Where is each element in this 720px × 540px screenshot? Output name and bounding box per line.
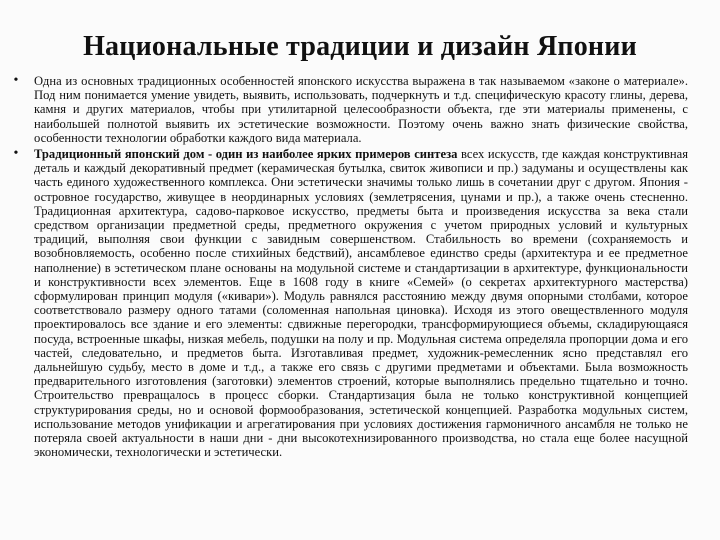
- slide-title: Национальные традиции и дизайн Японии: [83, 31, 637, 62]
- bullet-marker: •: [13, 73, 19, 88]
- bullet-item-material-law: [13, 73, 688, 145]
- bullet-marker: •: [13, 146, 19, 162]
- slide-content: [13, 73, 689, 461]
- bullet-text-japanese-house: всех искусств, где каждая конструктивная деталь и каждый декоративный предмет (керамическая бутылка, свиток живописи и пр.) задуманы и осуществлены как часть единого художественного комплекса. Они эстетически значимы только лишь в сочетании друг с другом. Япония - островное государство, живущее в неординарных условиях (землетрясения, цунами и пр.), а также очень стесненно. Традиционная архитектура, садово-парковое искусство, предметы быта и произведения искусства за века стали средством организации предметной среды, предметного окружения с учетом природных условий и культурных традиций, выполняя свои функции с завидным совершенством. Стабильность во времени (сохраняемость и возобновляемость, особенно после стихийных бедствий), ансамблевое единство среды (архитектура и ее предметное наполнение) в эстетическом плане основаны на модульной системе и стандартизации в архитектуре, функциональности и конструктивности всех элементов. Еще в 1608 году в книге «Семей» (о секретах архитектурного мастерства) сформулирован принцип модуля («кивари»). Модуль равнялся расстоянию между двумя опорными столбами, которое соответствовало размеру одного татами (соломенная напольная циновка). Исходя из этого овеществленного модуля проектировалось все здание и его элементы: сдвижные перегородки, трансформирующиеся объемы, складирующаяся посуда, встроенные шкафы, низкая мебель, подушки на полу и пр. Модульная система определяла пропорции дома и его частей, следовательно, и предметов быта. Изготавливая предмет, художник-ремесленник ясно представлял его дальнейшую судьбу, место в доме и т.д., а также его связь с другими предметами и объектами. Была возможность предварительного изготовления (заготовки) элементов строений, которые выполнялись предельно тщательно и точно. Строительство превращалось в процесс сборки. Стандартизация была не только конструктивной концепцией структурирования среды, но и основой формообразования, эстетической концепцией. Разработка модульных систем, использование методов унификации и агрегатирования при условиях достижения гармоничного ансамбля не только не потеряла своей актуальности в наши дни - дни высокотехнизированного производства, но стала еще более насущной экономически, технологически и эстетически.: [34, 147, 689, 460]
- bullet-text-material-law: Одна из основных традиционных особенностей японского искусства выражена в так называемом «законе о материале». Под ним понимается умение увидеть, выявить, использовать, подчеркнуть и т.д. специфическую красоту глины, дерева, камня и других материалов, чтобы при утилитарной целесообразности объекта, где эти материалы применены, с наибольшей полнотой выявить их эстетические возможности. Поэтому очень важно знать физические свойства, особенности технологии обработки каждого вида материала.: [34, 74, 688, 145]
- bullet-item-japanese-house: [13, 146, 689, 460]
- bullet-emphasis-japanese-house: Традиционный японский дом - один из наиболее ярких примеров синтеза: [34, 147, 458, 162]
